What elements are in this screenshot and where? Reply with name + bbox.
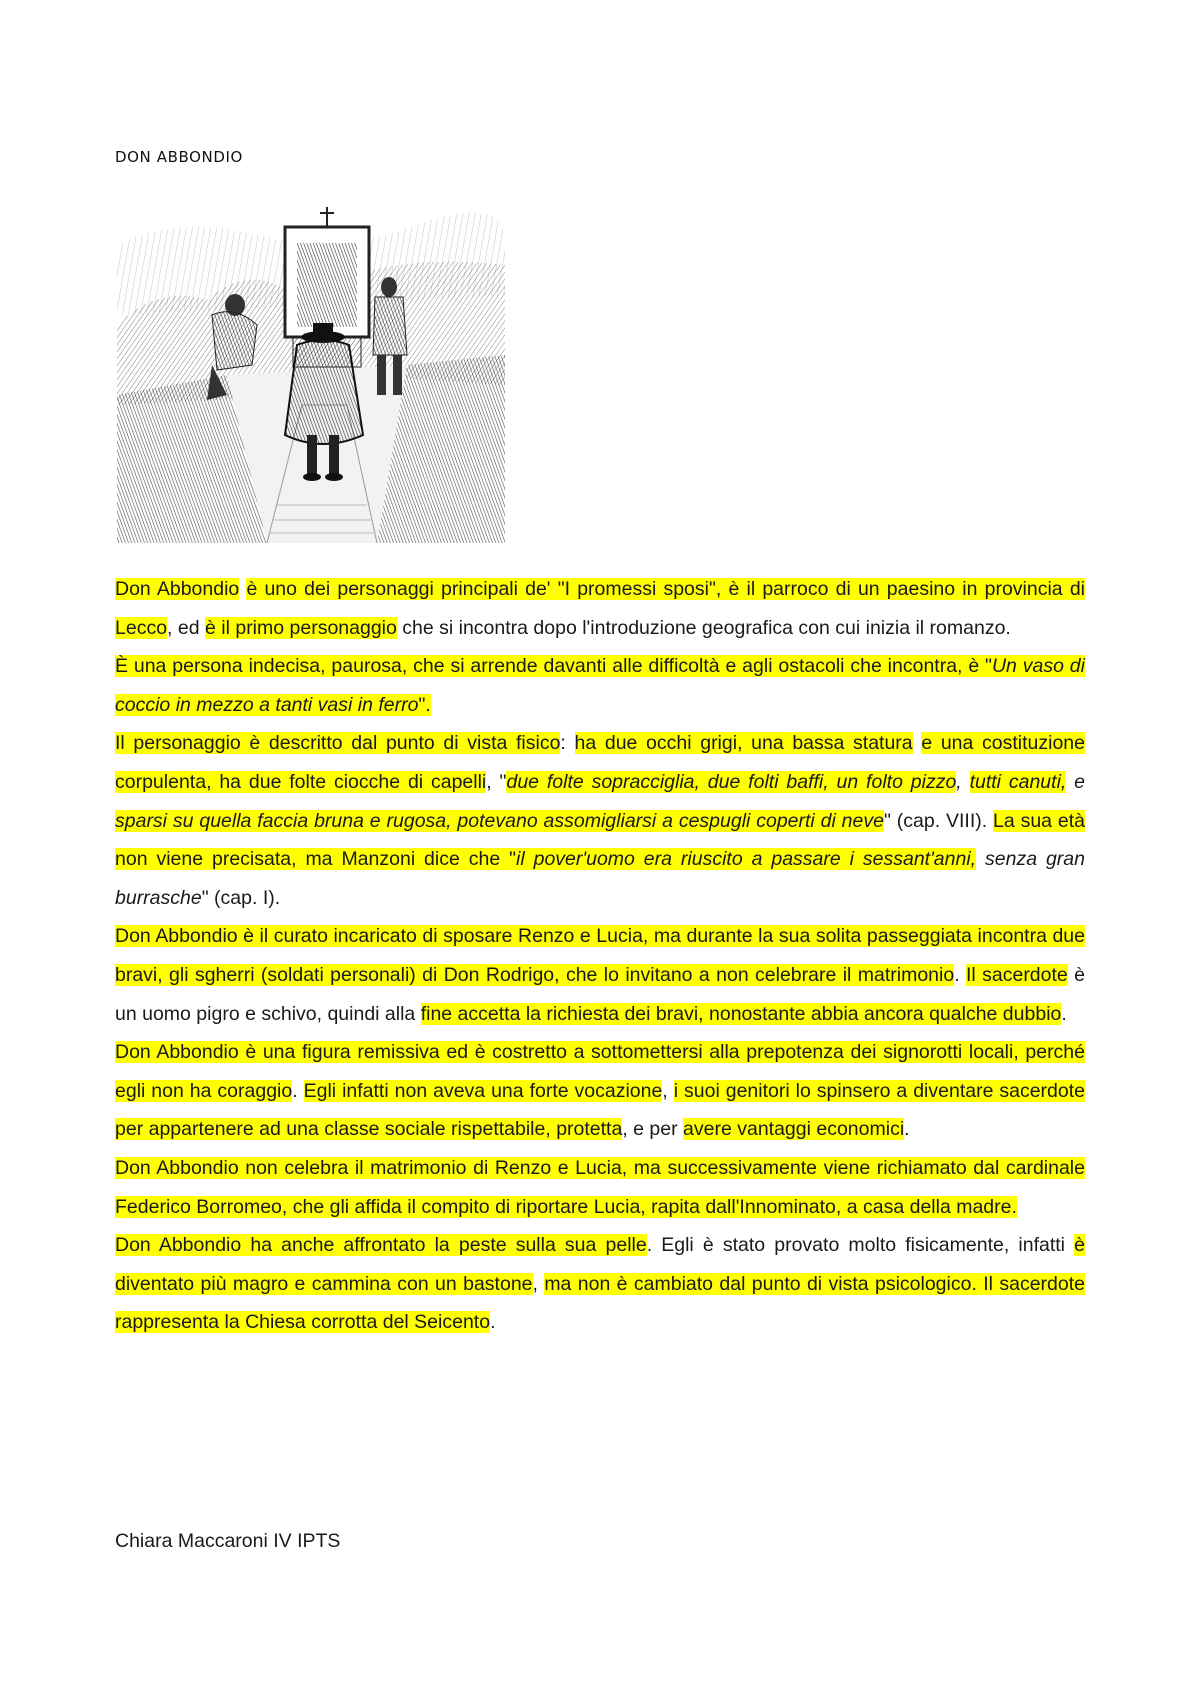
paragraph — [115, 570, 1085, 647]
engraving-illustration — [117, 205, 505, 543]
paragraph — [115, 1033, 1085, 1149]
paragraph — [115, 1149, 1085, 1226]
paragraph — [115, 917, 1085, 1033]
text-run: , — [956, 770, 970, 793]
text-run: senza gran burrasche — [115, 848, 1085, 909]
text-run: , ed — [167, 616, 205, 639]
text-run: . Egli è stato provato molto fisicamente, infatti — [646, 1234, 1075, 1257]
highlighted-text: È una persona indecisa, paurosa, che si arrende davanti alle difficoltà e agli ostacoli che incontra, è " — [115, 655, 992, 678]
highlighted-text: La sua età non viene precisata, ma Manzoni dice che " — [115, 809, 1086, 871]
highlighted-text: sparsi su quella faccia bruna e rugosa, potevano assomigliarsi a cespugli coperti di neve — [115, 809, 884, 832]
highlighted-text: Don Abbondio è il curato incaricato di sposare Renzo e Lucia, ma durante la sua solita passeggiata incontra due bravi, gli sgherri (soldati personali) di Don Rodrigo, che lo invitano a non celebrare il matrimonio — [115, 925, 1085, 986]
highlighted-text: fine accetta la richiesta dei bravi, nonostante abbia ancora qualche dubbio — [420, 1002, 1062, 1025]
highlighted-text: tutti canuti, — [969, 770, 1067, 793]
highlighted-text: Un vaso di coccio in mezzo a tanti vasi in ferro — [115, 655, 1085, 716]
highlighted-text: ". — [418, 693, 431, 716]
text-run: : — [560, 732, 575, 755]
text-run: , — [662, 1079, 674, 1102]
highlighted-text: è diventato più magro e cammina con un bastone — [115, 1234, 1085, 1295]
highlighted-text: Don Abbondio è una figura remissiva ed è costretto a sottomettersi alla prepotenza dei signorotti locali, perché egli non ha coraggio — [115, 1041, 1085, 1102]
paragraph — [115, 724, 1085, 917]
text-run: , e per — [622, 1118, 684, 1141]
highlighted-text: Don Abbondio — [115, 578, 240, 600]
highlighted-text: Egli infatti non aveva una forte vocazione — [303, 1079, 663, 1102]
text-run: " (cap. I). — [201, 886, 281, 909]
document-title: DON ABBONDIO — [115, 148, 243, 166]
highlighted-text: Il personaggio è descritto dal punto di vista fisico — [115, 732, 561, 755]
highlighted-text: e una costituzione corpulenta, ha due folte ciocche di capelli — [115, 732, 1085, 793]
highlighted-text: due folte sopracciglia, due folti baffi, un folto pizzo — [506, 770, 957, 793]
body-text — [115, 570, 1085, 1342]
text-run: " (cap. VIII). — [883, 809, 994, 832]
highlighted-text: Il sacerdote — [966, 963, 1068, 986]
highlighted-text: Don Abbondio non celebra il matrimonio di Renzo e Lucia, ma successivamente viene richiamato dal cardinale Federico Borromeo, che gli affida il compito di riportare Lucia, rapita dall'Innominato, a casa della madre. — [115, 1156, 1085, 1218]
text-run: . — [1061, 1002, 1067, 1025]
highlighted-text: per appartenere ad una classe sociale rispettabile, protetta — [115, 1118, 623, 1141]
highlighted-text: ha due occhi grigi, una bassa statura — [574, 732, 913, 755]
text-run: . — [904, 1118, 910, 1141]
text-run: . — [954, 963, 966, 986]
text-run: , " — [486, 770, 507, 793]
highlighted-text: è uno dei personaggi principali de' "I promessi sposi", è il parroco di un paesino in provincia di Lecco — [115, 578, 1085, 639]
highlighted-text: ma non è cambiato dal punto di vista psicologico. Il sacerdote rappresenta la Chiesa corrotta del Seicento — [115, 1272, 1085, 1334]
paragraph — [115, 1226, 1085, 1342]
paragraph — [115, 647, 1085, 724]
text-run: che si incontra dopo l'introduzione geografica con cui inizia il romanzo. — [396, 616, 1011, 639]
text-run: è un uomo pigro e schivo, quindi alla — [115, 963, 1085, 1025]
highlighted-text: Don Abbondio ha anche affrontato la peste sulla sua pelle — [115, 1234, 647, 1257]
highlighted-text: il pover'uomo era riuscito a passare i sessant'anni, — [516, 848, 977, 871]
highlighted-text: i suoi genitori lo spinsero a diventare sacerdote — [673, 1079, 1086, 1102]
text-run: . — [490, 1311, 496, 1334]
highlighted-text: avere vantaggi economici — [683, 1118, 905, 1141]
text-run: e — [1066, 770, 1086, 793]
highlighted-text: è il primo personaggio — [205, 616, 397, 639]
text-run: , — [532, 1272, 545, 1295]
author-signature: Chiara Maccaroni IV IPTS — [115, 1530, 341, 1552]
text-run: . — [292, 1079, 304, 1102]
